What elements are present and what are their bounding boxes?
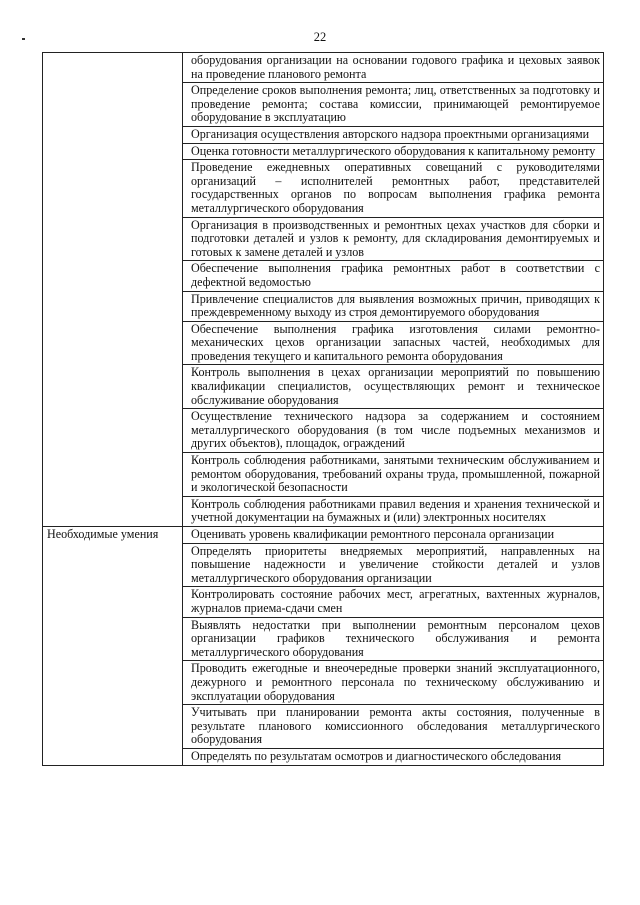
row-text-cell: Проведение ежедневных оперативных совещаний с руководителями организаций – исполнителей ремонтных работ, представителей государственных органов по вопросам выполнения графика ремонта металлургического оборудования — [183, 160, 604, 217]
requirements-table — [42, 52, 604, 766]
row-text-cell: Организация осуществления авторского надзора проектными организациями — [183, 126, 604, 143]
row-text-cell: Проводить ежегодные и внеочередные проверки знаний эксплуатационного, дежурного и ремонтного персонала по техническому обслуживанию и эксплуатации оборудования — [183, 661, 604, 705]
row-text-cell: оборудования организации на основании годового графика и цеховых заявок на проведение планового ремонта — [183, 53, 604, 83]
row-text-cell: Определять приоритеты внедряемых мероприятий, направленных на повышение надежности и увеличение стойкости деталей и узлов металлургического оборудования организации — [183, 543, 604, 587]
row-text-cell: Оценивать уровень квалификации ремонтного персонала организации — [183, 527, 604, 544]
section-label-cell: Необходимые умения — [43, 527, 183, 766]
table-row — [43, 53, 604, 83]
table-row — [43, 527, 604, 544]
row-text-cell: Обеспечение выполнения графика ремонтных работ в соответствии с дефектной ведомостью — [183, 261, 604, 291]
row-text-cell: Контроль выполнения в цехах организации мероприятий по повышению квалификации специалистов, осуществляющих ремонт и техническое обслуживание оборудования — [183, 365, 604, 409]
row-text-cell: Учитывать при планировании ремонта акты состояния, полученные в результате планового комиссионного обследования металлургического оборудования — [183, 705, 604, 749]
row-text-cell: Оценка готовности металлургического оборудования к капитальному ремонту — [183, 143, 604, 160]
row-text-cell: Определение сроков выполнения ремонта; лиц, ответственных за подготовку и проведение ремонта; состава комиссии, принимающей ремонтируемое оборудование в эксплуатацию — [183, 83, 604, 127]
row-text-cell: Осуществление технического надзора за содержанием и состоянием металлургического оборудования (в том числе подъемных механизмов и других объектов), площадок, ограждений — [183, 409, 604, 453]
section-label-cell — [43, 53, 183, 527]
row-text-cell: Обеспечение выполнения графика изготовления силами ремонтно-механических цехов организации запасных частей, необходимых для проведения текущего и капитального ремонта оборудования — [183, 321, 604, 365]
row-text-cell: Организация в производственных и ремонтных цехах участков для сборки и подготовки деталей и узлов к ремонту, для складирования демонтируемых и готовых к замене деталей и узлов — [183, 217, 604, 261]
row-text-cell: Выявлять недостатки при выполнении ремонтным персоналом цехов организации графиков технического обслуживания и ремонта металлургического оборудования — [183, 617, 604, 661]
row-text-cell: Контроль соблюдения работниками, занятыми техническим обслуживанием и ремонтом оборудования, требований охраны труда, промышленной, пожарной и экологической безопасности — [183, 453, 604, 497]
row-text-cell: Привлечение специалистов для выявления возможных причин, приводящих к преждевременному выходу из строя демонтируемого оборудования — [183, 291, 604, 321]
table-body — [43, 53, 604, 766]
row-text-cell: Контролировать состояние рабочих мест, агрегатных, вахтенных журналов, журналов приема-сдачи смен — [183, 587, 604, 617]
row-text-cell: Определять по результатам осмотров и диагностического обследования — [183, 748, 604, 765]
margin-mark — [22, 38, 25, 40]
page-number: 22 — [313, 30, 327, 44]
row-text-cell: Контроль соблюдения работниками правил ведения и хранения технической и учетной документации на бумажных и (или) электронных носителях — [183, 496, 604, 526]
